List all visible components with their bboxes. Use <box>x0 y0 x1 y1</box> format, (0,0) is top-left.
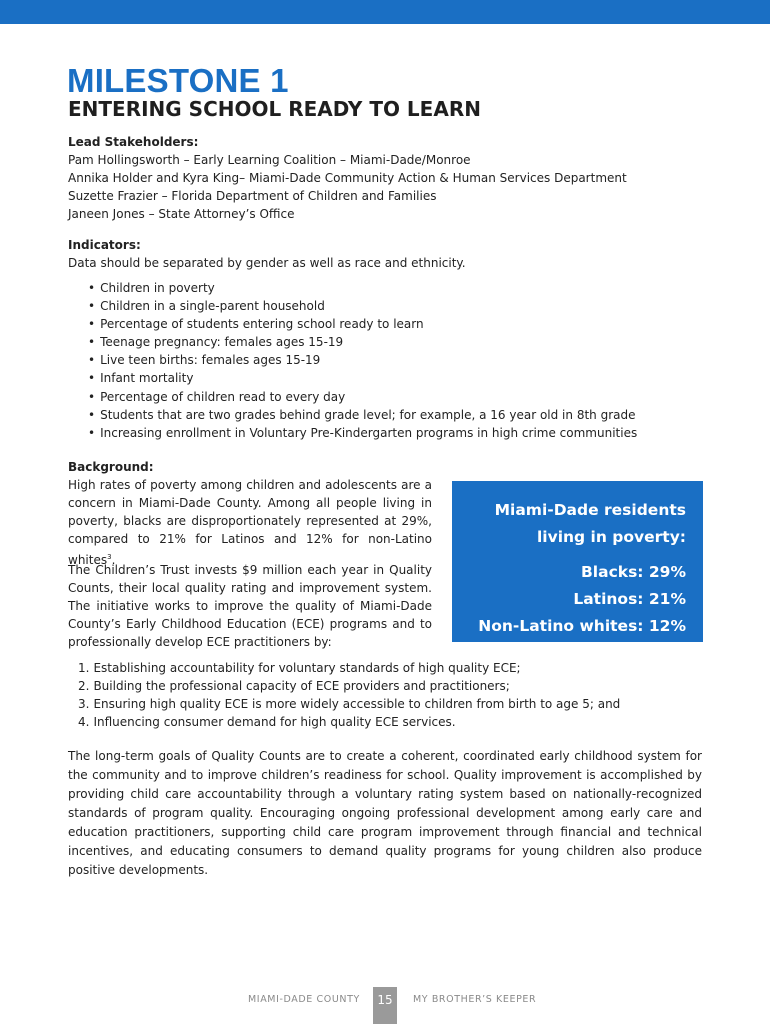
indicator-item: • Live teen births: females ages 15-19 <box>88 351 637 369</box>
page-subtitle: ENTERING SCHOOL READY TO LEARN <box>68 97 481 121</box>
indicator-item: • Increasing enrollment in Voluntary Pre-Kindergarten programs in high crime communities <box>88 424 637 442</box>
callout-stat: Latinos: 21% <box>573 590 686 608</box>
step-item <box>78 677 620 695</box>
background-paragraph-end: . <box>111 553 116 567</box>
indicator-item: • Children in poverty <box>88 279 637 297</box>
callout-stat: Blacks: 29% <box>580 563 686 581</box>
step-item <box>78 695 620 713</box>
stakeholder-line: Suzette Frazier – Florida Department of Children and Families <box>68 189 437 203</box>
stakeholder-line: Annika Holder and Kyra King– Miami-Dade Community Action & Human Services Department <box>68 171 627 185</box>
poverty-callout-box <box>452 481 703 642</box>
steps-list <box>78 659 620 731</box>
page-number: 15 <box>373 987 397 1024</box>
stakeholder-line: Janeen Jones – State Attorney’s Office <box>68 207 295 221</box>
indicator-item: • Students that are two grades behind grade level; for example, a 16 year old in 8th grade <box>88 406 637 424</box>
callout-title: living in poverty: <box>536 528 686 546</box>
step-text: Ensuring high quality ECE is more widely accessible to children from birth to age 5; and <box>93 697 621 711</box>
step-text: Establishing accountability for voluntary standards of high quality ECE; <box>93 661 521 675</box>
footer-program: MY BROTHER’S KEEPER <box>413 994 537 1005</box>
background-paragraph <box>68 476 432 569</box>
stakeholder-line: Pam Hollingsworth – Early Learning Coalition – Miami-Dade/Monroe <box>68 153 471 167</box>
background-paragraph-text: High rates of poverty among children and adolescents are a concern in Miami-Dade County. Among all people living in poverty, blacks are disproportionately represented at 29%, compared to 21% for Latinos and 12% for non-Latino whites <box>68 478 432 567</box>
step-item <box>78 659 620 677</box>
indicator-item: • Teenage pregnancy: females ages 15-19 <box>88 333 637 351</box>
step-text: Influencing consumer demand for high quality ECE services. <box>93 715 456 729</box>
indicator-item: • Percentage of students entering school ready to learn <box>88 315 637 333</box>
callout-stat: Non-Latino whites: 12% <box>478 617 686 635</box>
step-item <box>78 713 620 731</box>
background-section <box>68 458 154 476</box>
step-number: 3. <box>78 697 90 711</box>
step-number: 2. <box>78 679 90 693</box>
top-accent-bar <box>0 0 770 24</box>
indicator-item: • Percentage of children read to every day <box>88 388 637 406</box>
stakeholders-heading: Lead Stakeholders: <box>68 135 199 149</box>
indicators-heading: Indicators: <box>68 238 141 252</box>
footnote-marker: 3 <box>107 553 112 561</box>
indicator-item: • Children in a single-parent household <box>88 297 637 315</box>
callout-title: Miami-Dade residents <box>494 501 686 519</box>
step-text: Building the professional capacity of ECE providers and practitioners; <box>93 679 510 693</box>
step-number: 1. <box>78 661 90 675</box>
step-number: 4. <box>78 715 90 729</box>
stakeholders-section <box>68 133 627 223</box>
closing-paragraph: The long-term goals of Quality Counts are to create a coherent, coordinated early childhood system for the community and to improve children’s readiness for school. Quality improvement is accomplished by providing child care accountability through a voluntary rating system based on nationally-recognized standards of program quality. Encouraging ongoing professional development among early care and education practitioners, supporting child care program improvement through financial and technical incentives, and educating consumers to demand quality programs for young children also produce positive developments. <box>68 749 702 877</box>
indicator-item: • Infant mortality <box>88 369 637 387</box>
indicators-intro: Data should be separated by gender as well as race and ethnicity. <box>68 256 466 270</box>
indicators-section <box>68 236 466 272</box>
background-heading: Background: <box>68 460 154 474</box>
page-title: MILESTONE 1 <box>67 62 289 99</box>
footer-county: MIAMI-DADE COUNTY <box>248 994 360 1005</box>
indicators-list <box>88 279 637 442</box>
quality-counts-paragraph: The Children’s Trust invests $9 million each year in Quality Counts, their local quality rating and improvement system. The initiative works to improve the quality of Miami-Dade County’s Early Childhood Education (ECE) programs and to professionally develop ECE practitioners by: <box>68 563 432 649</box>
